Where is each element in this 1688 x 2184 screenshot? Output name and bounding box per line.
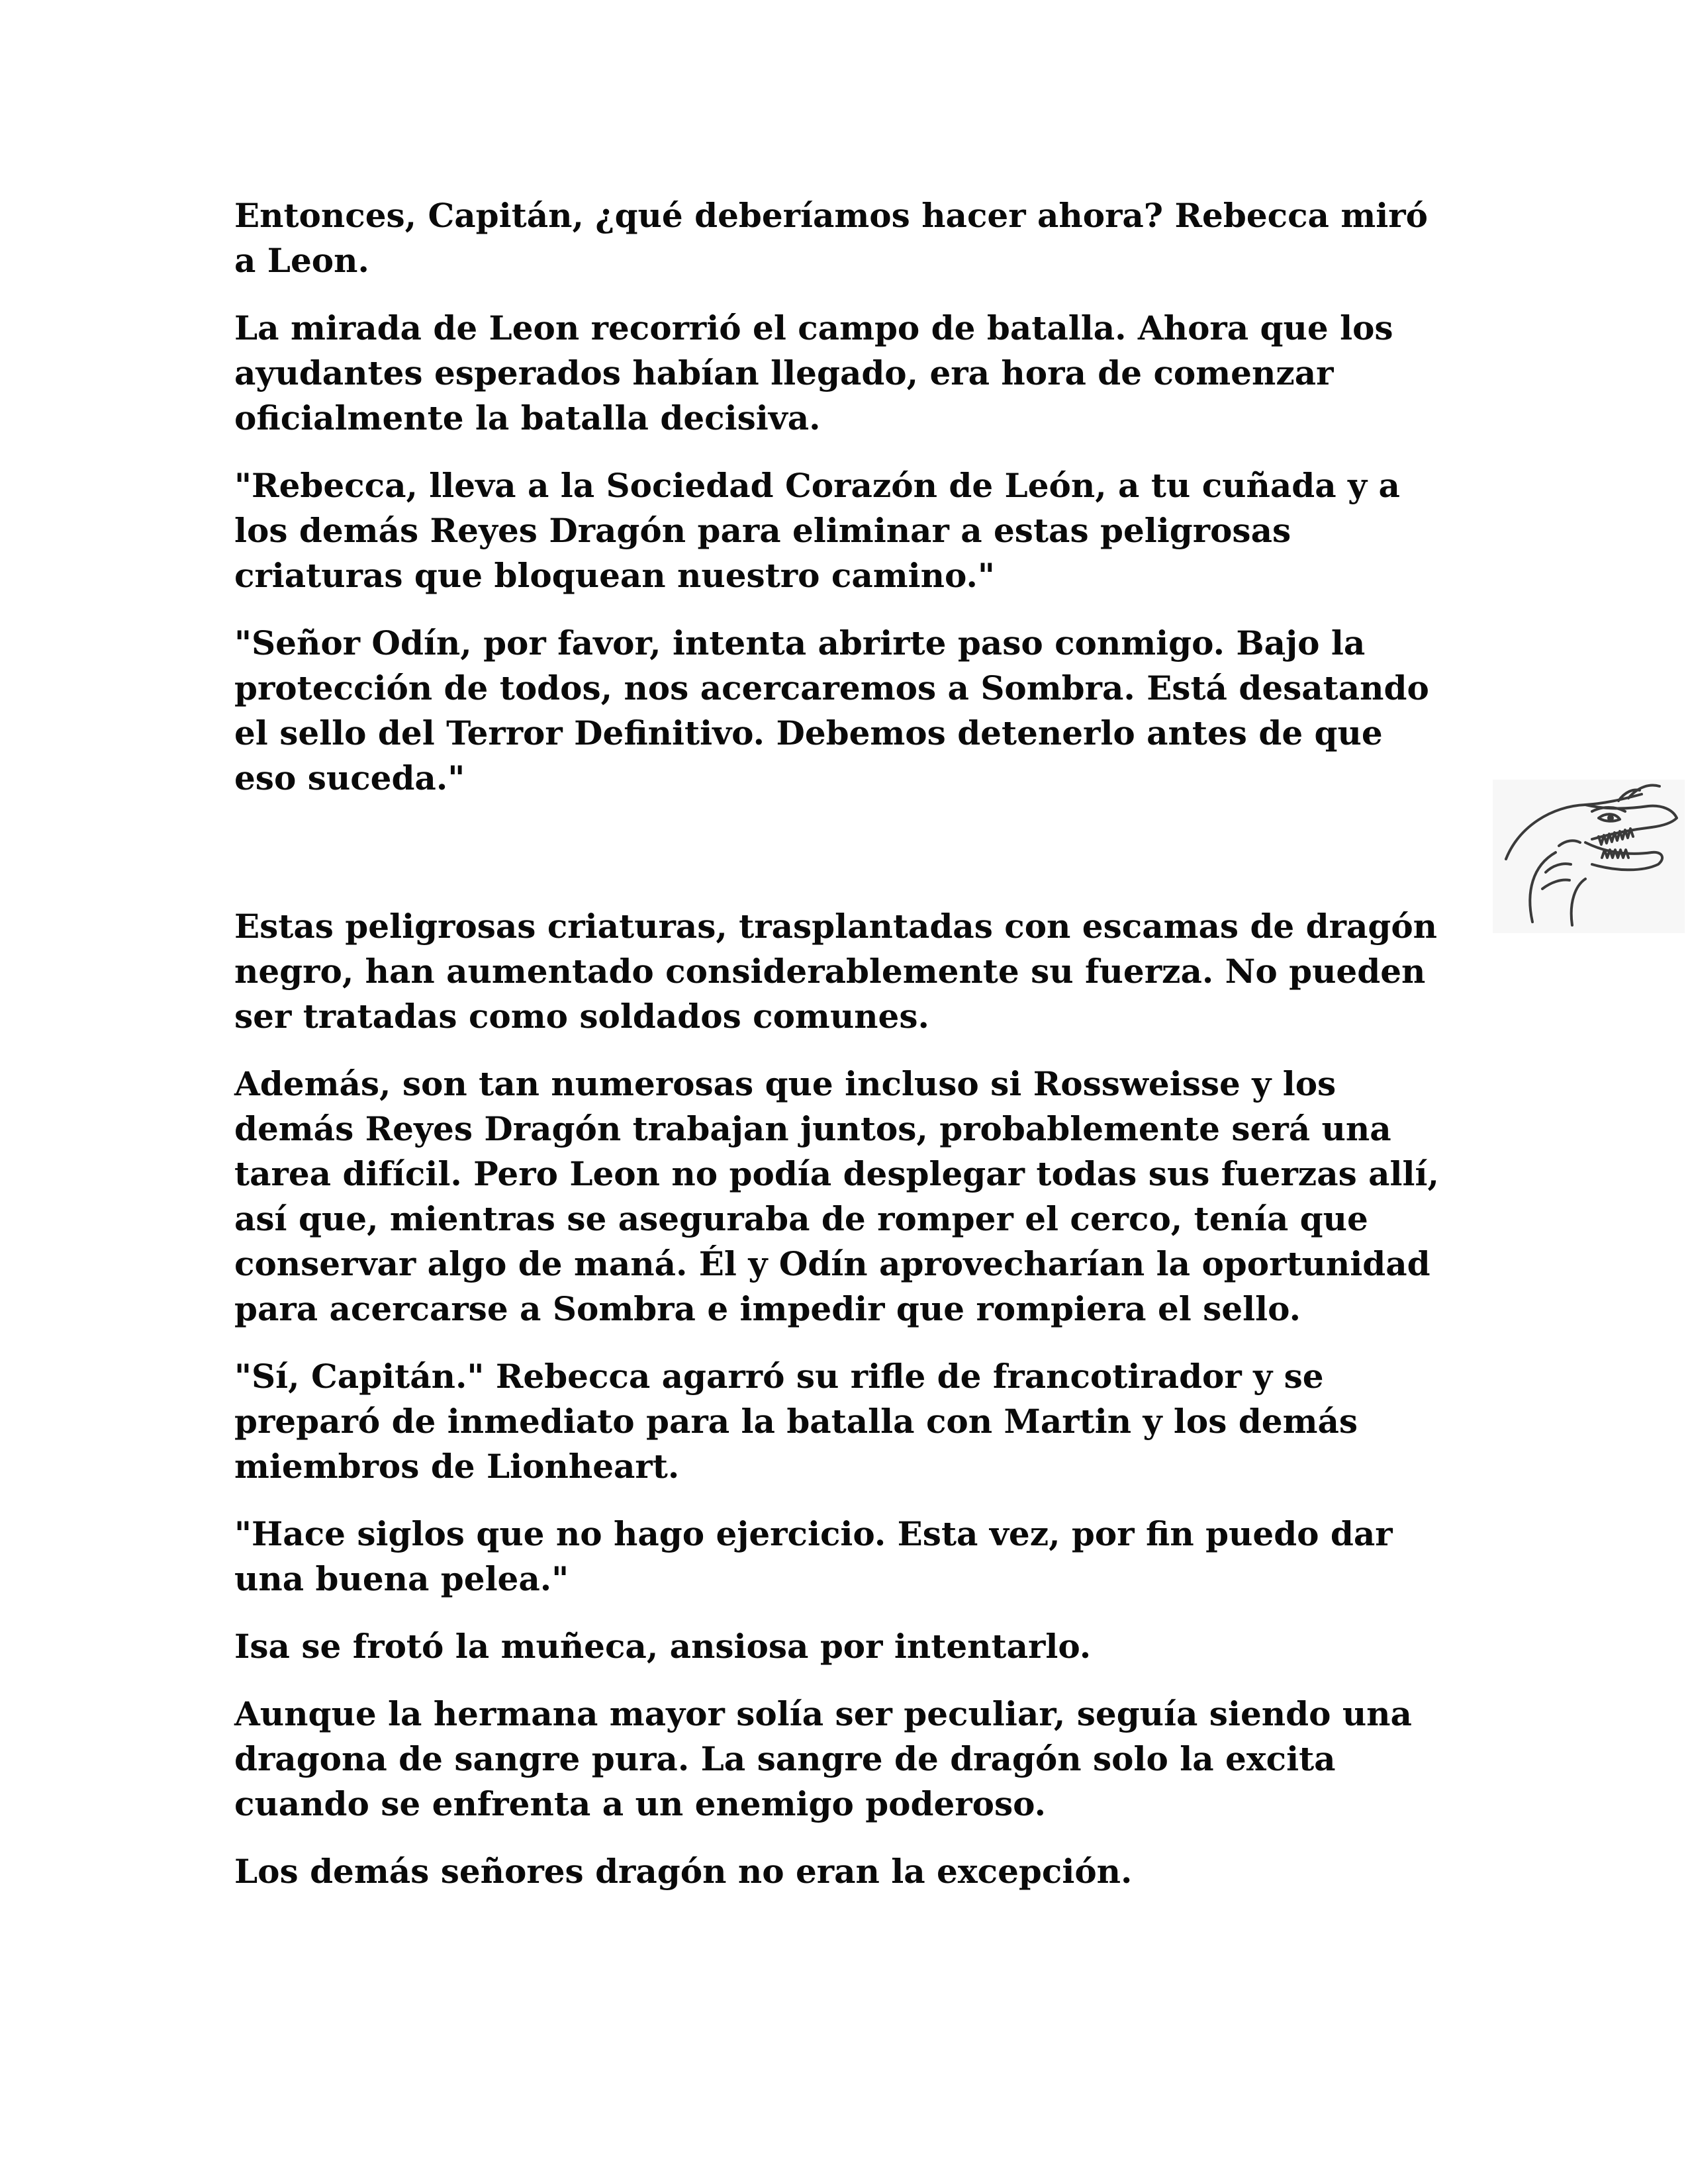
- paragraph: Aunque la hermana mayor solía ser peculiar, seguía siendo una dragona de sangre pura. La sangre de dragón solo la excita cuando se enfrenta a un enemigo poderoso.: [234, 1694, 1412, 1823]
- paragraph: "Rebecca, lleva a la Sociedad Corazón de León, a tu cuñada y a los demás Reyes Dragón para eliminar a estas peligrosas criaturas que bloquean nuestro camino.": [234, 466, 1400, 595]
- paragraph: Isa se frotó la muñeca, ansiosa por intentarlo.: [234, 1627, 1092, 1666]
- paragraph: "Hace siglos que no hago ejercicio. Esta vez, por fin puedo dar una buena pelea.": [234, 1514, 1393, 1598]
- dragon-head-sketch-icon: [1493, 780, 1685, 933]
- text-section-bottom: [234, 904, 1452, 1917]
- paragraph: La mirada de Leon recorrió el campo de batalla. Ahora que los ayudantes esperados habían llegado, era hora de comenzar oficialmente la batalla decisiva.: [234, 308, 1393, 437]
- paragraph: Estas peligrosas criaturas, trasplantadas con escamas de dragón negro, han aumentado considerablemente su fuerza. No pueden ser tratadas como soldados comunes.: [234, 907, 1438, 1036]
- paragraph: "Sí, Capitán." Rebecca agarró su rifle de francotirador y se preparó de inmediato para la batalla con Martin y los demás miembros de Lionheart.: [234, 1357, 1358, 1486]
- text-section-top: [234, 193, 1452, 823]
- paragraph: "Señor Odín, por favor, intenta abrirte paso conmigo. Bajo la protección de todos, nos acercaremos a Sombra. Está desatando el sello del Terror Definitivo. Debemos detenerlo antes de que eso suceda.": [234, 623, 1429, 797]
- paragraph: Entonces, Capitán, ¿qué deberíamos hacer ahora? Rebecca miró a Leon.: [234, 196, 1428, 280]
- paragraph: Además, son tan numerosas que incluso si Rossweisse y los demás Reyes Dragón trabajan juntos, probablemente será una tarea difícil. Pero Leon no podía desplegar todas sus fuerzas allí, así que, mientras se aseguraba de romper el cerco, tenía que conservar algo de maná. Él y Odín aprovecharían la oportunidad para acercarse a Sombra e impedir que rompiera el sello.: [234, 1064, 1439, 1328]
- paragraph: Los demás señores dragón no eran la excepción.: [234, 1852, 1133, 1891]
